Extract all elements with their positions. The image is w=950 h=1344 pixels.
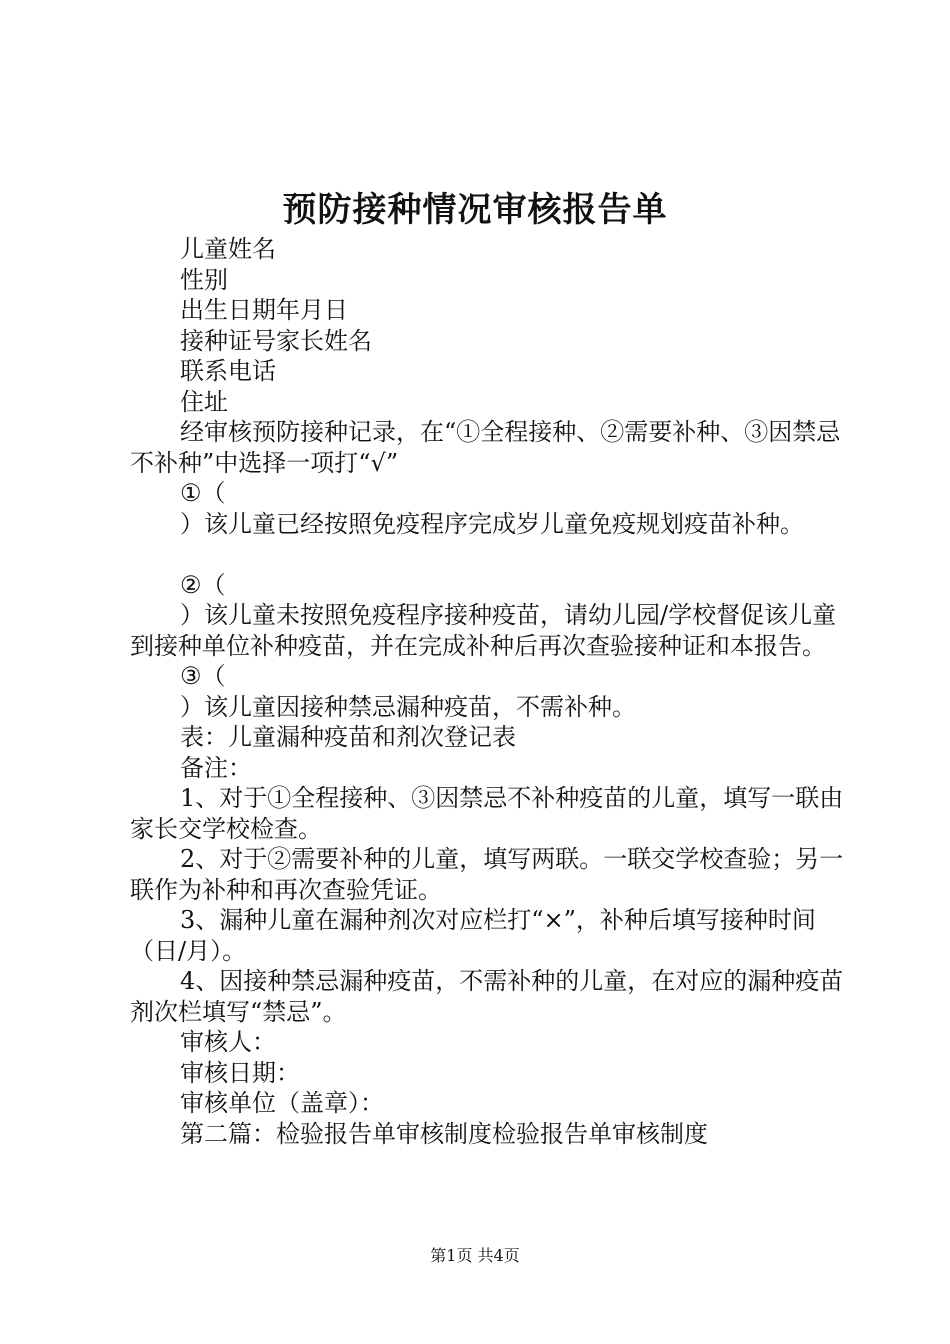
option-1-marker: ①（ — [180, 479, 226, 507]
next-section-heading: 第二篇：检验报告单审核制度检验报告单审核制度 — [180, 1119, 708, 1148]
field-address: 住址 — [180, 387, 228, 416]
document-title: 预防接种情况审核报告单 — [282, 190, 668, 230]
note-1: 1、对于①全程接种、③因禁忌不补种疫苗的儿童，填写一联由家长交学校检查。 — [130, 784, 844, 843]
review-unit-field: 审核单位（盖章）： — [180, 1089, 384, 1117]
document-body — [130, 234, 845, 1149]
option-3-text: ）该儿童因接种禁忌漏种疫苗，不需补种。 — [180, 692, 636, 721]
note-3: 3、漏种儿童在漏种剂次对应栏打“×”，补种后填写接种时间（日/月）。 — [130, 906, 816, 965]
page-footer: 第1页 共4页 — [430, 1246, 520, 1265]
note-4: 4、因接种禁忌漏种疫苗，不需补种的儿童，在对应的漏种疫苗剂次栏填写“禁忌”。 — [130, 967, 844, 1026]
option-2-marker: ②（ — [180, 570, 226, 599]
field-birth-date: 出生日期年月日 — [180, 296, 348, 324]
table-caption: 表：儿童漏种疫苗和剂次登记表 — [180, 723, 516, 751]
option-1-text: ）该儿童已经按照免疫程序完成岁儿童免疫规划疫苗补种。 — [180, 509, 804, 538]
reviewer-field: 审核人： — [180, 1028, 276, 1056]
notes-label: 备注： — [180, 753, 252, 782]
field-phone: 联系电话 — [180, 357, 276, 385]
field-child-name: 儿童姓名 — [180, 235, 276, 263]
field-gender: 性别 — [180, 265, 228, 294]
review-date-field: 审核日期： — [180, 1058, 300, 1087]
option-2-text: ）该儿童未按照免疫程序接种疫苗，请幼儿园/学校督促该儿童到接种单位补种疫苗，并在完成补种后再次查验接种证和本报告。 — [130, 601, 837, 660]
note-2: 2、对于②需要补种的儿童，填写两联。一联交学校查验；另一联作为补种和再次查验凭证。 — [130, 845, 844, 904]
option-3-marker: ③（ — [180, 662, 226, 690]
blank-line — [130, 539, 845, 570]
field-cert-parent: 接种证号家长姓名 — [180, 326, 372, 355]
instruction-paragraph: 经审核预防接种记录，在“①全程接种、②需要补种、③因禁忌不补种”中选择一项打“√” — [130, 418, 841, 477]
